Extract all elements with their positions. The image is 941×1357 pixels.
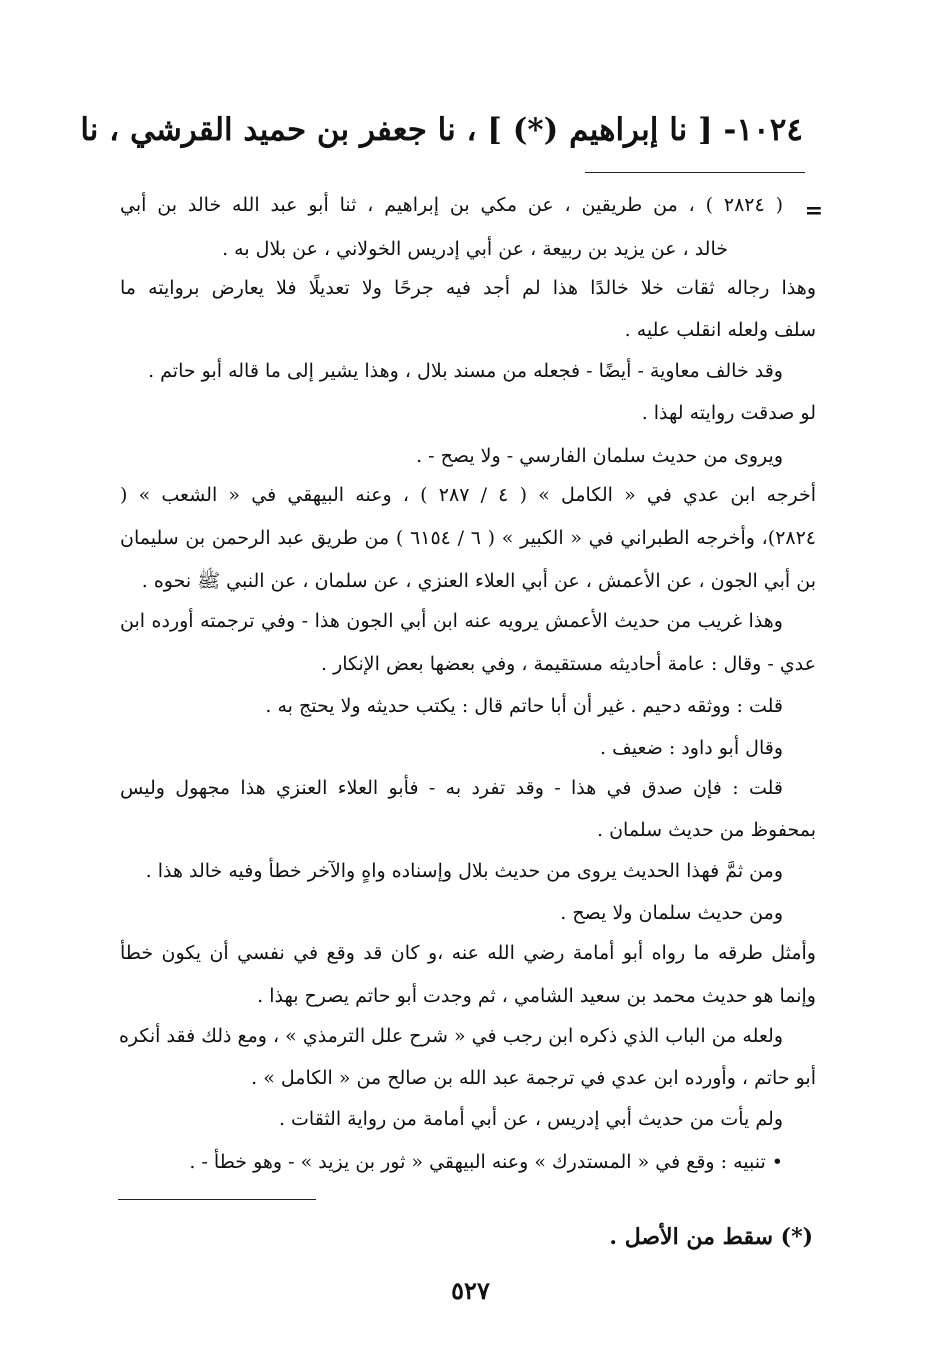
text-line: ٢٨٢٤)، وأخرجه الطبراني في « الكبير » ( ٦ / ٦١٥٤ ) من طريق عبد الرحمن بن سليمان <box>120 527 817 549</box>
text-line: وأمثل طرقه ما رواه أبو أمامة رضي الله عنه ،و كان قد وقع في نفسي أن يكون خطأ <box>120 942 816 964</box>
hadith-heading: ١٠٢٤- [ نا إبراهيم (*) ] ، نا جعفر بن حميد القرشي ، نا <box>80 112 803 148</box>
text-line: قلت : ووثقه دحيم . غير أن أبا حاتم قال : يكتب حديثه ولا يحتج به . <box>265 695 783 717</box>
text-line: وهذا غريب من حديث الأعمش يرويه عنه ابن أبي الجون هذا - وفي ترجمته أورده ابن <box>120 610 783 632</box>
text-line: عدي - وقال : عامة أحاديثه مستقيمة ، وفي بعضها بعض الإنكار . <box>320 653 816 675</box>
continuation-marker: = <box>804 198 823 224</box>
text-line: أبو حاتم ، وأورده ابن عدي في ترجمة عبد الله بن صالح من « الكامل » . <box>251 1067 816 1089</box>
text-line: خالد ، عن يزيد بن ربيعة ، عن أبي إدريس الخولاني ، عن بلال به . <box>222 238 728 260</box>
text-line: ويروى من حديث سلمان الفارسي - ولا يصح - . <box>416 445 783 467</box>
text-line: • تنبيه : وقع في « المستدرك » وعنه البيهقي « ثور بن يزيد » - وهو خطأ - . <box>189 1151 783 1173</box>
text-line: بن أبي الجون ، عن الأعمش ، عن أبي العلاء العنزي ، عن سلمان ، عن النبي ﷺ نحوه . <box>141 570 816 592</box>
text-line: وقد خالف معاوية - أيضًا - فجعله من مسند بلال ، وهذا يشير إلى ما قاله أبو حاتم . <box>148 360 783 382</box>
text-line: ولعله من الباب الذي ذكره ابن رجب في « شرح علل الترمذي » ، ومع ذلك فقد أنكره <box>118 1025 783 1047</box>
text-line: ومن حديث سلمان ولا يصح . <box>560 902 783 924</box>
text-line: وقال أبو داود : ضعيف . <box>600 737 783 759</box>
page-number: ٥٢٧ <box>451 1276 490 1305</box>
text-line: سلف ولعله انقلب عليه . <box>624 319 816 341</box>
footnote: (*) سقط من الأصل . <box>609 1224 813 1250</box>
text-line: قلت : فإن صدق في هذا - وقد تفرد به - فأبو العلاء العنزي هذا مجهول وليس <box>120 777 783 799</box>
text-line: أخرجه ابن عدي في « الكامل » ( ٤ / ٢٨٧ ) ، وعنه البيهقي في « الشعب » ( <box>120 484 816 506</box>
text-line: لو صدقت روايته لهذا . <box>641 402 816 424</box>
text-line: ومن ثمَّ فهذا الحديث يروى من حديث بلال وإسناده واهٍ والآخر خطأ وفيه خالد هذا . <box>145 860 783 882</box>
text-line: وإنما هو حديث محمد بن سعيد الشامي ، ثم وجدت أبو حاتم يصرح بهذا . <box>257 985 816 1007</box>
heading-rule <box>585 172 805 173</box>
text-line: ولم يأت من حديث أبي إدريس ، عن أبي أمامة من رواية الثقات . <box>278 1108 783 1130</box>
text-line: بمحفوظ من حديث سلمان . <box>597 819 816 841</box>
footnote-rule <box>118 1199 316 1200</box>
text-line: ( ٢٨٢٤ ) ، من طريقين ، عن مكي بن إبراهيم ، ثنا أبو عبد الله خالد بن أبي <box>120 194 783 216</box>
text-line: وهذا رجاله ثقات خلا خالدًا هذا لم أجد فيه جرحًا ولا تعديلًا فلا يعارض بروايته ما <box>120 277 816 299</box>
